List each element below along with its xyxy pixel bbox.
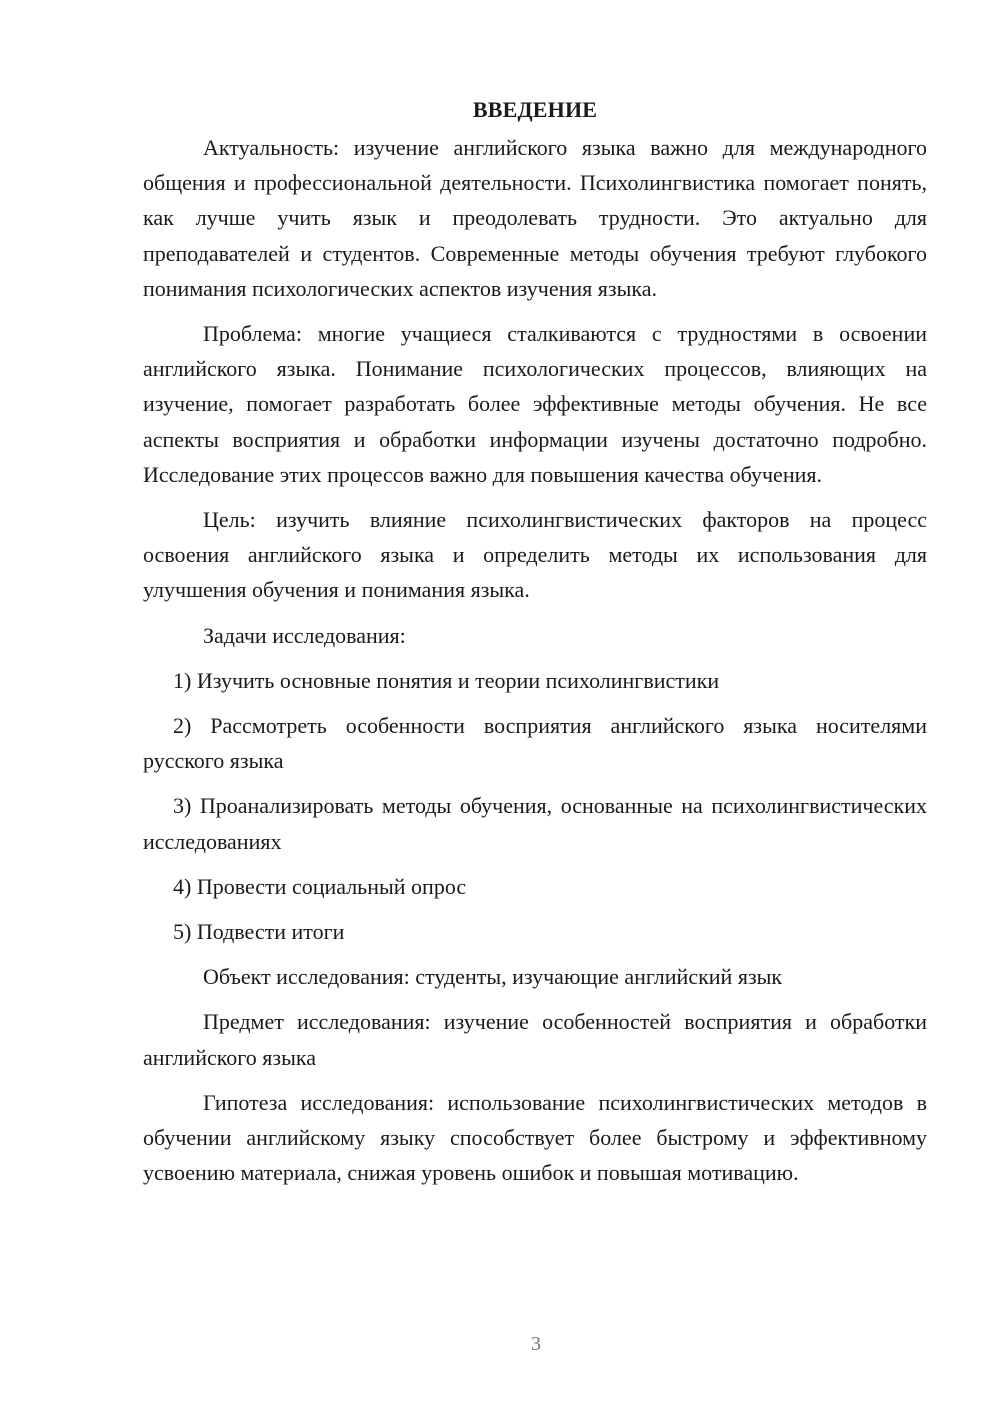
paragraph-subject: Предмет исследования: изучение особенностей восприятия и обработки английского языка <box>143 1009 927 1070</box>
task-item-4: 4) Провести социальный опрос <box>173 873 467 899</box>
document-page <box>143 92 927 1200</box>
paragraph-tasks-heading: Задачи исследования: <box>203 622 406 648</box>
task-item-1: 1) Изучить основные понятия и теории психолингвистики <box>173 667 720 693</box>
paragraph-goal: Цель: изучить влияние психолингвистических факторов на процесс освоения английского языка и определить методы их использования для улучшения обучения и понимания языка. <box>143 507 927 603</box>
task-item-5: 5) Подвести итоги <box>173 919 345 945</box>
paragraph-hypothesis: Гипотеза исследования: использование психолингвистических методов в обучении английскому языку способствует более быстрому и эффективному усвоению материала, снижая уровень ошибок и повышая мотивацию. <box>143 1089 927 1186</box>
page-number: 3 <box>531 1333 541 1355</box>
paragraph-relevance: Актуальность: изучение английского языка важно для международного общения и профессиональной деятельности. Психолингвистика помогает понять, как лучше учить язык и преодолевать трудности. Это актуально для преподавателей и студентов. Современные методы обучения требуют глубокого понимания психологических аспектов изучения языка. <box>143 135 927 301</box>
task-item-2: 2) Рассмотреть особенности восприятия английского языка носителями русского языка <box>143 713 927 774</box>
paragraph-object: Объект исследования: студенты, изучающие английский язык <box>203 964 783 990</box>
task-item-3: 3) Проанализировать методы обучения, основанные на психолингвистических исследованиях <box>143 793 927 854</box>
paragraph-problem: Проблема: многие учащиеся сталкиваются с трудностями в освоении английского языка. Понимание психологических процессов, влияющих на изучение, помогает разработать более эффективные методы обучения. Не все аспекты восприятия и обработки информации изучены достаточно подробно. Исследование этих процессов важно для повышения качества обучения. <box>143 321 927 487</box>
page-title: ВВЕДЕНИЕ <box>472 97 598 122</box>
